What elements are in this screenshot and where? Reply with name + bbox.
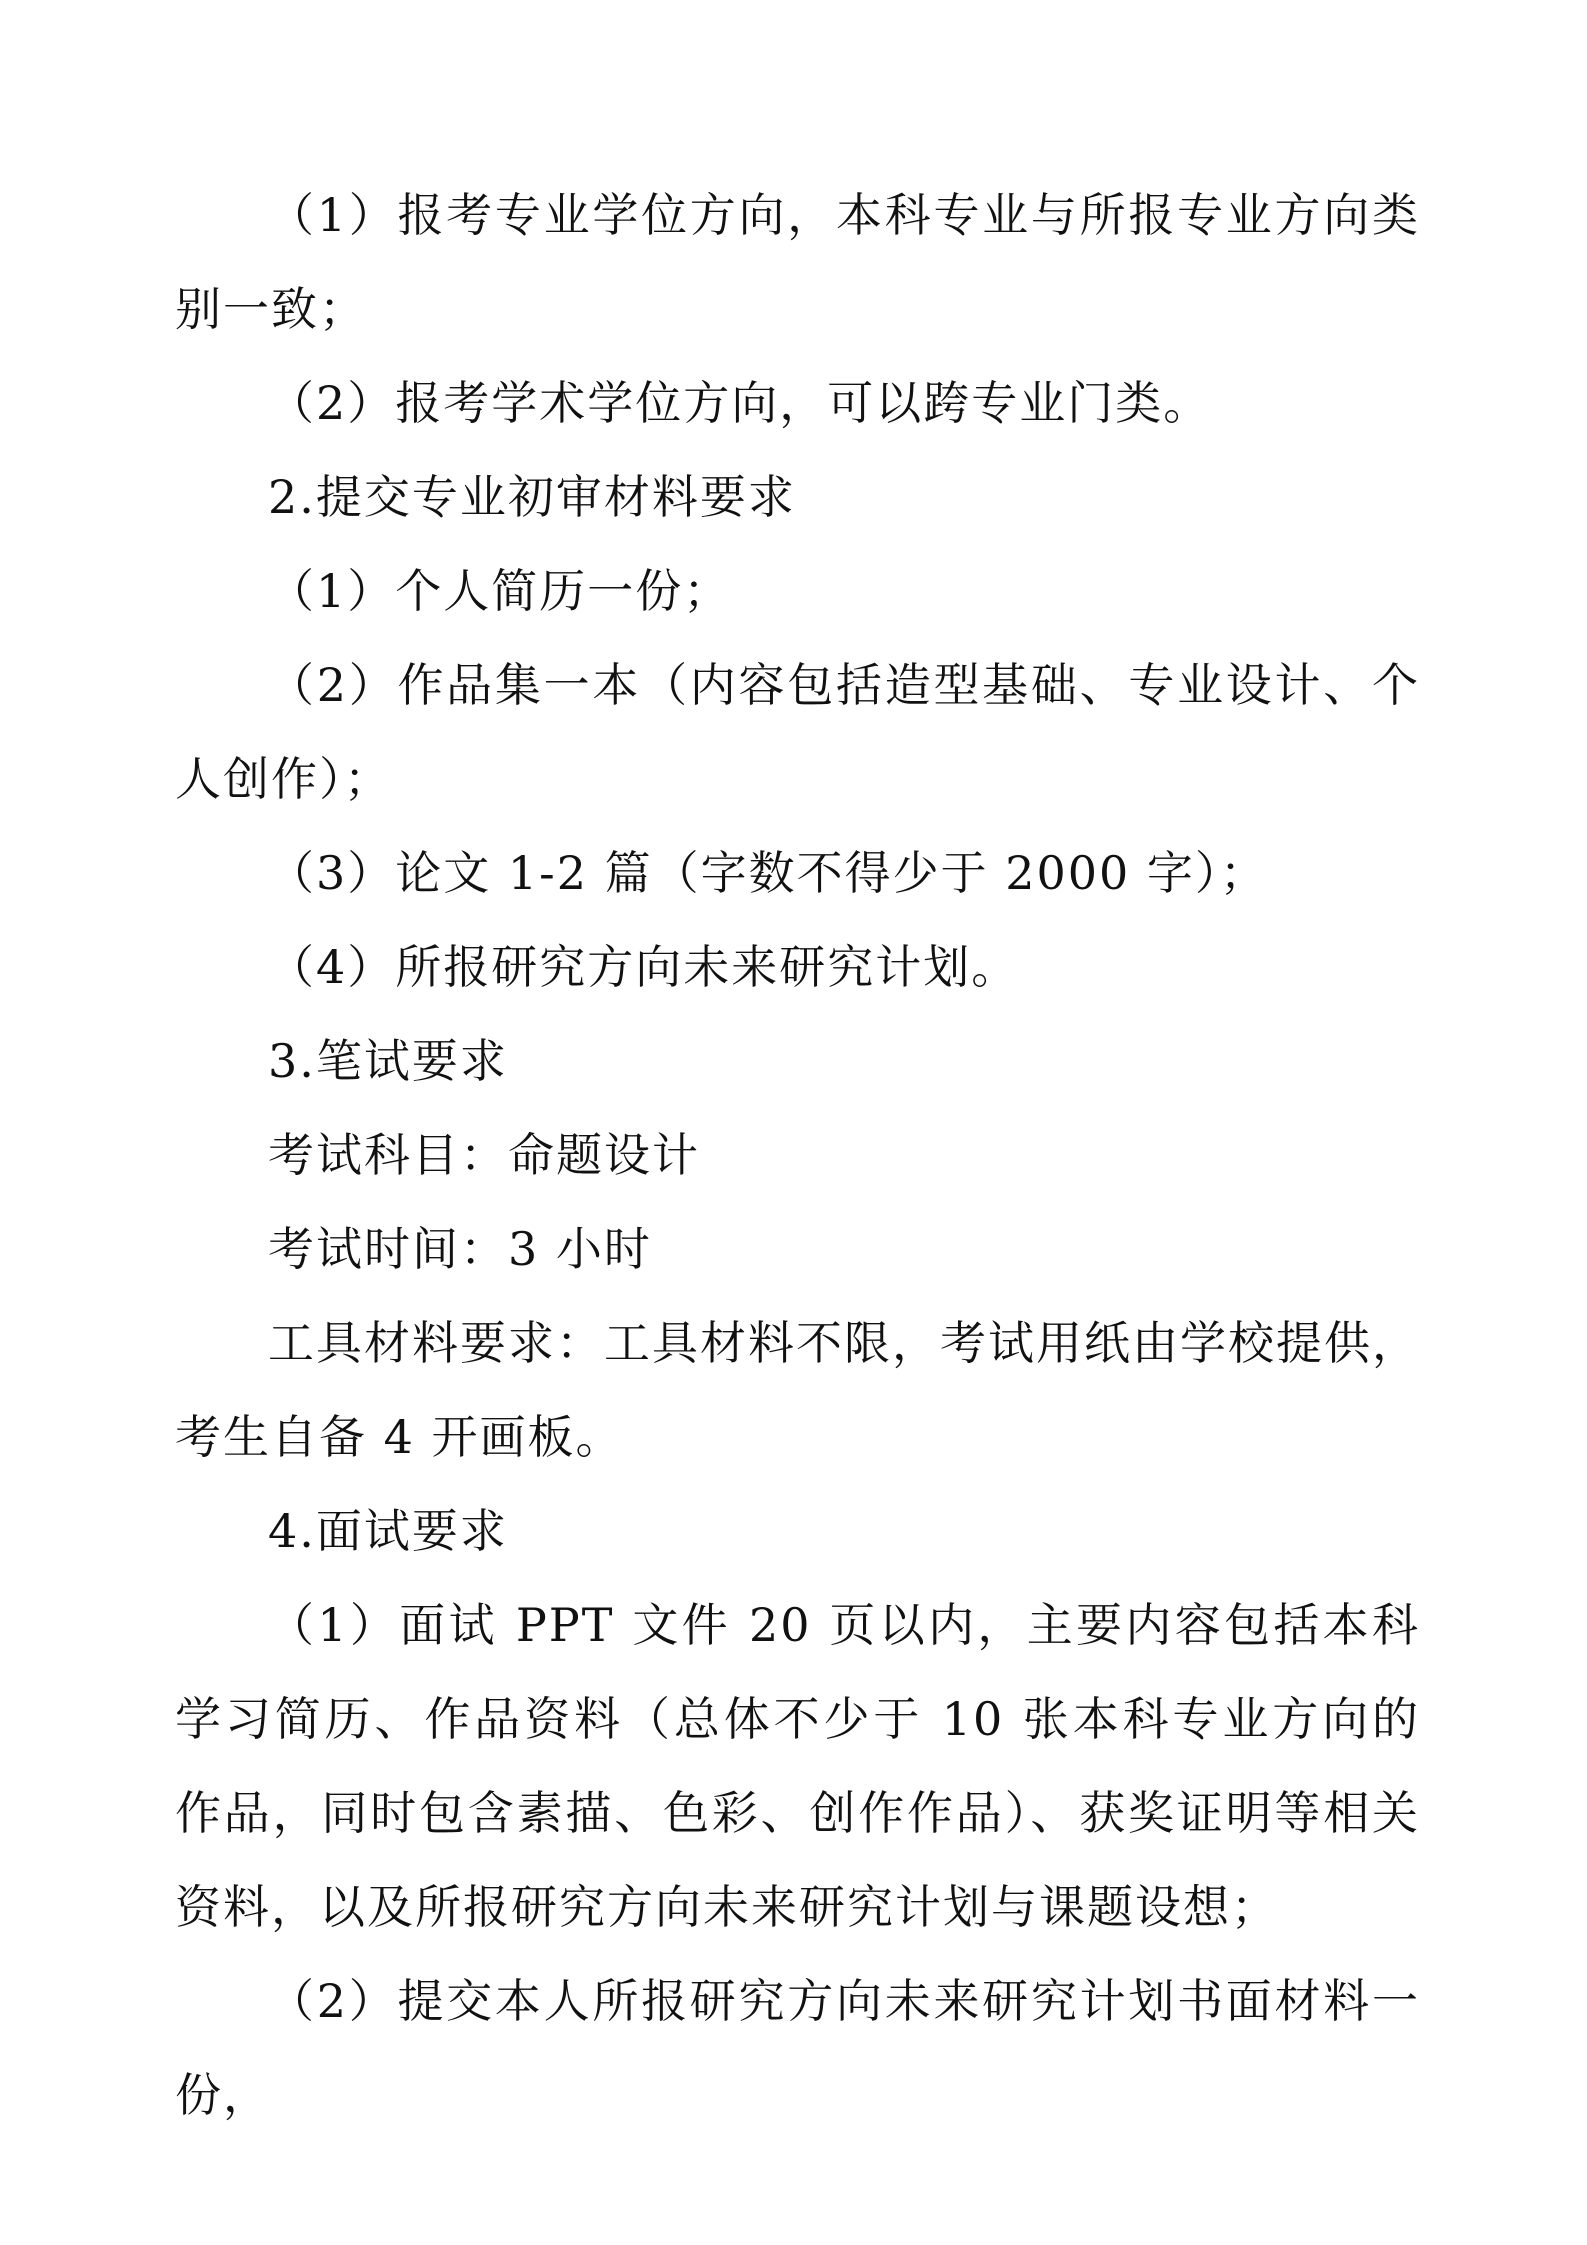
paragraph-degree-direction-academic: （2）报考学术学位方向，可以跨专业门类。 <box>268 376 1212 430</box>
paragraph-portfolio: （2）作品集一本（内容包括造型基础、专业设计、个人创作）； <box>175 658 1420 806</box>
paragraph-research-plan: （4）所报研究方向未来研究计划。 <box>268 940 1020 994</box>
heading-interview: 4.面试要求 <box>268 1504 508 1558</box>
paragraph-exam-time: 考试时间：3 小时 <box>268 1222 652 1276</box>
heading-preliminary-materials: 2.提交专业初审材料要求 <box>268 470 796 524</box>
paragraph-exam-subject: 考试科目：命题设计 <box>268 1128 700 1182</box>
paragraph-resume: （1）个人简历一份； <box>268 564 732 618</box>
paragraph-interview-ppt: （1）面试 PPT 文件 20 页以内，主要内容包括本科学习简历、作品资料（总体不少于 10 张本科专业方向的作品，同时包含素描、色彩、创作作品）、获奖证明等相关资料，以及所报研究方向未来研究计划与课题设想； <box>175 1598 1420 1934</box>
heading-written-exam: 3.笔试要求 <box>268 1034 508 1088</box>
paragraph-exam-materials: 工具材料要求：工具材料不限，考试用纸由学校提供，考生自备 4 开画板。 <box>175 1316 1420 1464</box>
paragraph-interview-written-plan: （2）提交本人所报研究方向未来研究计划书面材料一份， <box>175 1974 1420 2122</box>
document-body <box>175 168 1420 2142</box>
paragraph-degree-direction-professional: （1）报考专业学位方向，本科专业与所报专业方向类别一致； <box>175 188 1420 336</box>
paragraph-papers: （3）论文 1-2 篇（字数不得少于 2000 字）； <box>268 846 1268 900</box>
